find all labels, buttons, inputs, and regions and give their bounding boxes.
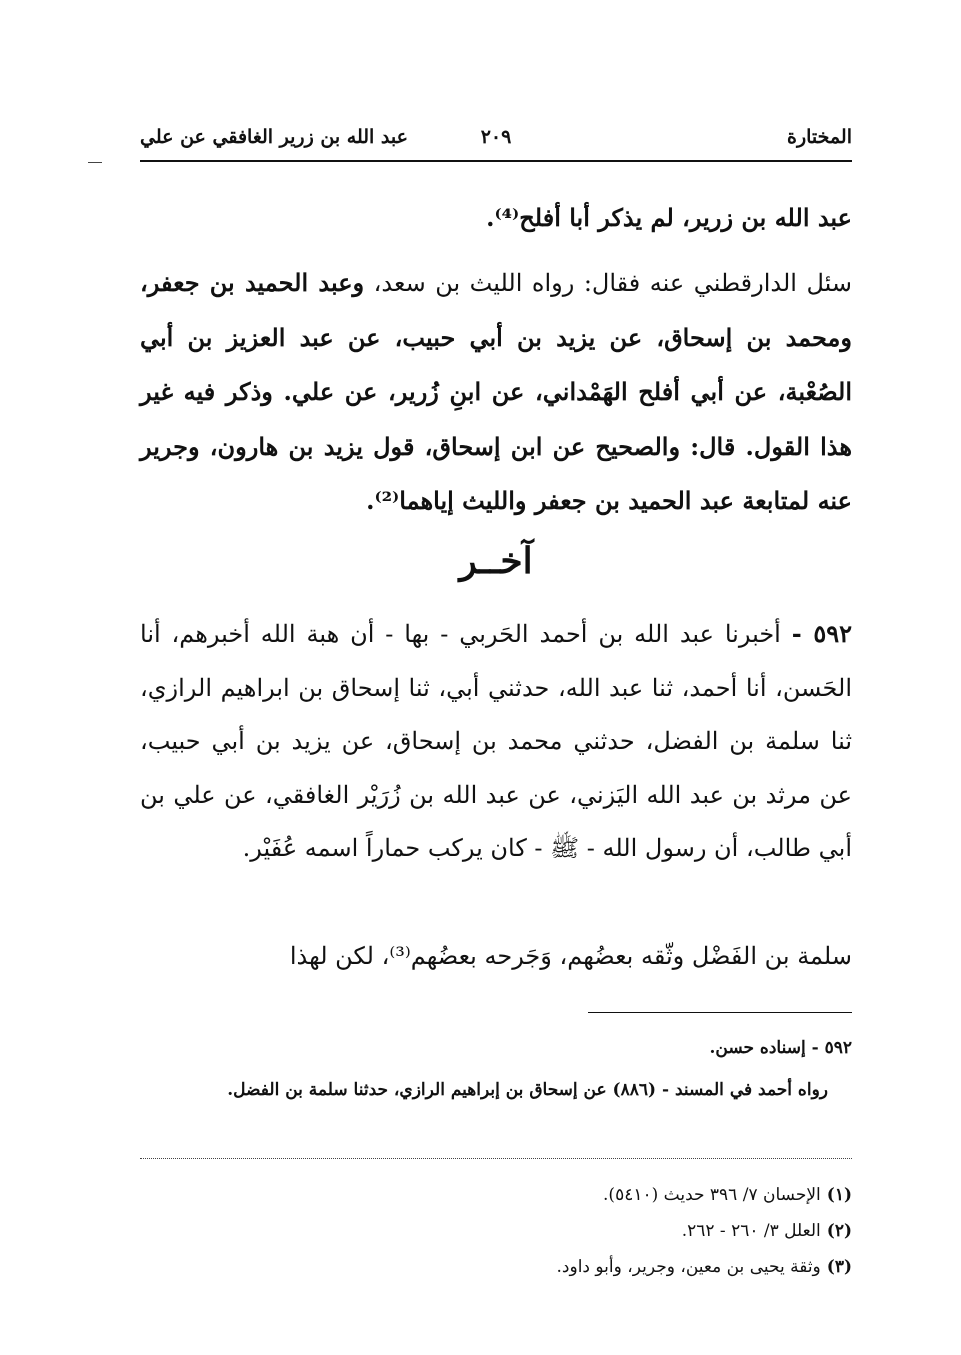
section-heading: آخــر <box>459 540 533 582</box>
footnote-number: (١) <box>826 1185 852 1205</box>
header-divider <box>140 160 852 162</box>
takhrij-heading: ٥٩٢ - إسناده حسن. <box>709 1038 852 1058</box>
hadith-number: ٥٩٢ - <box>791 619 852 648</box>
footnote-item <box>140 1213 852 1249</box>
hadith-paragraph <box>140 607 852 876</box>
footnotes <box>140 1177 852 1285</box>
comment-paragraph: سلمة بن الفَضْل وثّقه بعضُهم، وَجَرحه بعضُهم⁽³⁾، لكن لهذا <box>289 942 852 970</box>
header-chapter-title: عبد الله بن زرير الغافقي عن علي <box>140 126 408 148</box>
footnote-number: (٢) <box>826 1221 852 1241</box>
paragraph-daraqutni-bold: وعبد الحميد بن جعفر، ومحمد بن إسحاق، عن يزيد بن أبي حبيب، عن عبد العزيز بن أبي الصُعْبة، عن أبي أفلح الهَمْداني، عن ابنِ زُرير، عن علي. وذكر فيه غير هذا القول. قال: والصحيح عن ابن إسحاق، قول يزيد بن هارون، وجرير عنه لمتابعة عبد الحميد بن جعفر والليث إياهما⁽²⁾. <box>140 268 852 516</box>
page-number: ٢٠٩ <box>480 126 512 148</box>
footnote-divider <box>588 1012 852 1013</box>
paragraph-intro: عبد الله بن زرير، لم يذكر أبا أفلح⁽⁴⁾. <box>486 203 852 232</box>
footnote-number: (٣) <box>826 1257 852 1277</box>
margin-mark <box>88 162 102 163</box>
footnote-item <box>140 1249 852 1285</box>
paragraph-daraqutni <box>140 256 852 529</box>
paragraph-daraqutni-plain: سئل الدارقطني عنه فقال: رواه الليث بن سعد، <box>364 269 852 297</box>
header-book-title: المختارة <box>787 126 852 148</box>
footnote-text: وثقة يحيى بن معين، وجرير، وأبو داود. <box>556 1257 821 1277</box>
running-header <box>140 120 852 156</box>
footnote-dotted-divider <box>140 1158 852 1159</box>
footnote-text: الإحسان ٧/ ٣٩٦ حديث (٥٤١٠). <box>603 1185 821 1205</box>
takhrij-text: رواه أحمد في المسند - (٨٨٦) عن إسحاق بن إبراهيم الرازي، حدثنا سلمة بن الفضل. <box>227 1080 828 1100</box>
hadith-text: أخبرنا عبد الله بن أحمد الحَربي - بها - أن هبة الله أخبرهم، أنا الحَسن، أنا أحمد، ثنا عبد الله، حدثني أبي، ثنا إسحاق بن ابراهيم الرازي، ثنا سلمة بن الفضل، حدثني محمد بن إسحاق، عن يزيد بن أبي حبيب، عن مرثد بن عبد الله اليَزني، عن عبد الله بن زُرَيْر الغافقي، عن علي بن أبي طالب، أن رسول الله - ﷺ - كان يركب حماراً اسمه عُفَيْر. <box>140 620 852 863</box>
footnote-item <box>140 1177 852 1213</box>
footnote-text: العلل ٣/ ٢٦٠ - ٢٦٢. <box>681 1221 821 1241</box>
